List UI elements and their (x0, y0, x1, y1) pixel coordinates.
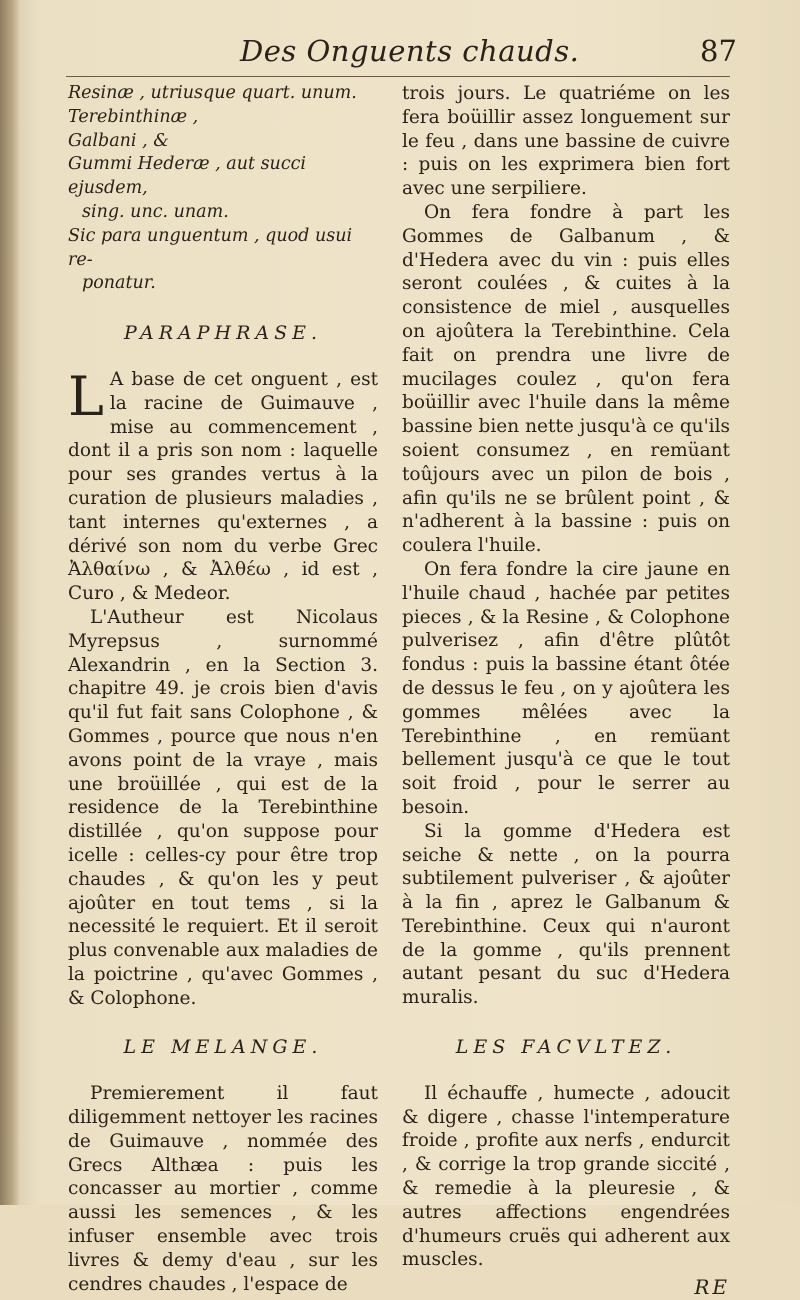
recipe-line: Resinæ , utriusque quart. unum. (68, 83, 357, 103)
latin-recipe (68, 82, 378, 296)
facultez-paragraph: Il échauffe , humecte , adoucit & digere , chasse l'intemperature froide , profite aux nerfs , endurcit , & corrige la trop grande siccité , & remedie à la pleuresie , & autres affections engendrées d'humeurs cruës qui adherent aux muscles. (402, 1082, 730, 1271)
right-paragraph-4: Si la gomme d'Hedera est seiche & nette , on la pourra subtilement pulveriser , & ajoûter à la fin , aprez le Galbanum & Terebinthine. Ceux qui n'auront de la gomme , qu'ils prennent autant pesant du suc d'Hedera muralis. (402, 820, 730, 1009)
recipe-line: sing. unc. unam. (82, 201, 229, 222)
drop-cap: L (68, 364, 104, 428)
header-rule (66, 76, 730, 77)
right-paragraph-2: On fera fondre à part les Gommes de Galbanum , & d'Hedera avec du vin : puis elles seront coulées , & cuites à la consistence de miel , ausquelles on ajoûtera la Terebinthine. Cela fait on prendra une livre de mucilages coulez , qu'on fera boüillir avec l'huile dans la même bassine bien nette jusqu'à ce qu'ils soient consumez , en remüant toûjours avec un pilon de bois , afin qu'ils ne se brûlent point , & n'adherent à la bassine : puis on coulera l'huile. (402, 201, 730, 557)
right-column (402, 82, 730, 1300)
right-paragraph-3: On fera fondre la cire jaune en l'huile chaud , hachée par petites pieces , & la Resine , & Colophone pulverisez , afin d'être plûtôt fondus : puis la bassine étant ôtée de dessus le feu , on y ajoûtera les gommes mêlées avec la Terebinthine , en remüant bellement jusqu'à ce que le tout soit froid , pour le serrer au besoin. (402, 558, 730, 818)
recipe-line: Terebinthinæ , (68, 106, 199, 127)
page-gutter-shadow (0, 0, 20, 1205)
melange-heading: LE MELANGE. (123, 1036, 323, 1059)
page-header (0, 30, 800, 80)
running-title: Des Onguents chauds. (240, 34, 580, 68)
catchword: RE (694, 1275, 730, 1300)
left-column (68, 82, 378, 1296)
facultez-heading: LES FACVLTEZ. (455, 1036, 677, 1059)
right-paragraph-1: trois jours. Le quatriéme on les fera boüillir assez longuement sur le feu , dans une bassine de cuivre : puis on les exprimera bien fort avec une serpiliere. (402, 83, 730, 200)
paraphrase-text: A base de cet onguent , est la racine de Guimauve , mise au commencement , dont il a pris son nom : laquelle pour ses grandes vertus à la curation de plusieurs maladies , tant internes qu'externes , a dérivé son nom du verbe Grec Ἀλθαίνω , & Ἀλθέω , id est , Curo , & Medeor. (68, 368, 378, 605)
paraphrase-heading: PARAPHRASE. (123, 322, 323, 345)
recipe-line: Sic para unguentum , quod usui re- (68, 225, 353, 270)
recipe-line: ponatur. (82, 273, 156, 294)
paraphrase-paragraph-2: L'Autheur est Nicolaus Myrepsus , surnommé Alexandrin , en la Section 3. chapitre 49. je crois bien d'avis qu'il fut fait sans Colophone , & Gommes , pource que nous n'en avons point de la vraye , mais une broüillée , qui est de la residence de la Terebinthine distillée , qu'on suppose pour icelle : celles-cy pour être trop chaudes , & qu'on les y peut ajoûter en tout tems , si la necessité le requiert. Et il seroit plus convenable aux maladies de la poictrine , qu'avec Gommes , & Colophone. (68, 606, 378, 1009)
recipe-line: Gummi Hederæ , aut succi ejusdem, (68, 154, 307, 199)
melange-paragraph: Premierement il faut diligemment nettoyer les racines de Guimauve , nommée des Grecs Althæa : puis les concasser au mortier , comme aussi les semences , & les infuser ensemble avec trois livres & demy d'eau , sur les cendres chaudes , l'espace de (68, 1083, 378, 1295)
paraphrase-paragraph (68, 364, 378, 606)
recipe-line: Galbani , & (68, 130, 169, 151)
page-number: 87 (700, 34, 737, 68)
